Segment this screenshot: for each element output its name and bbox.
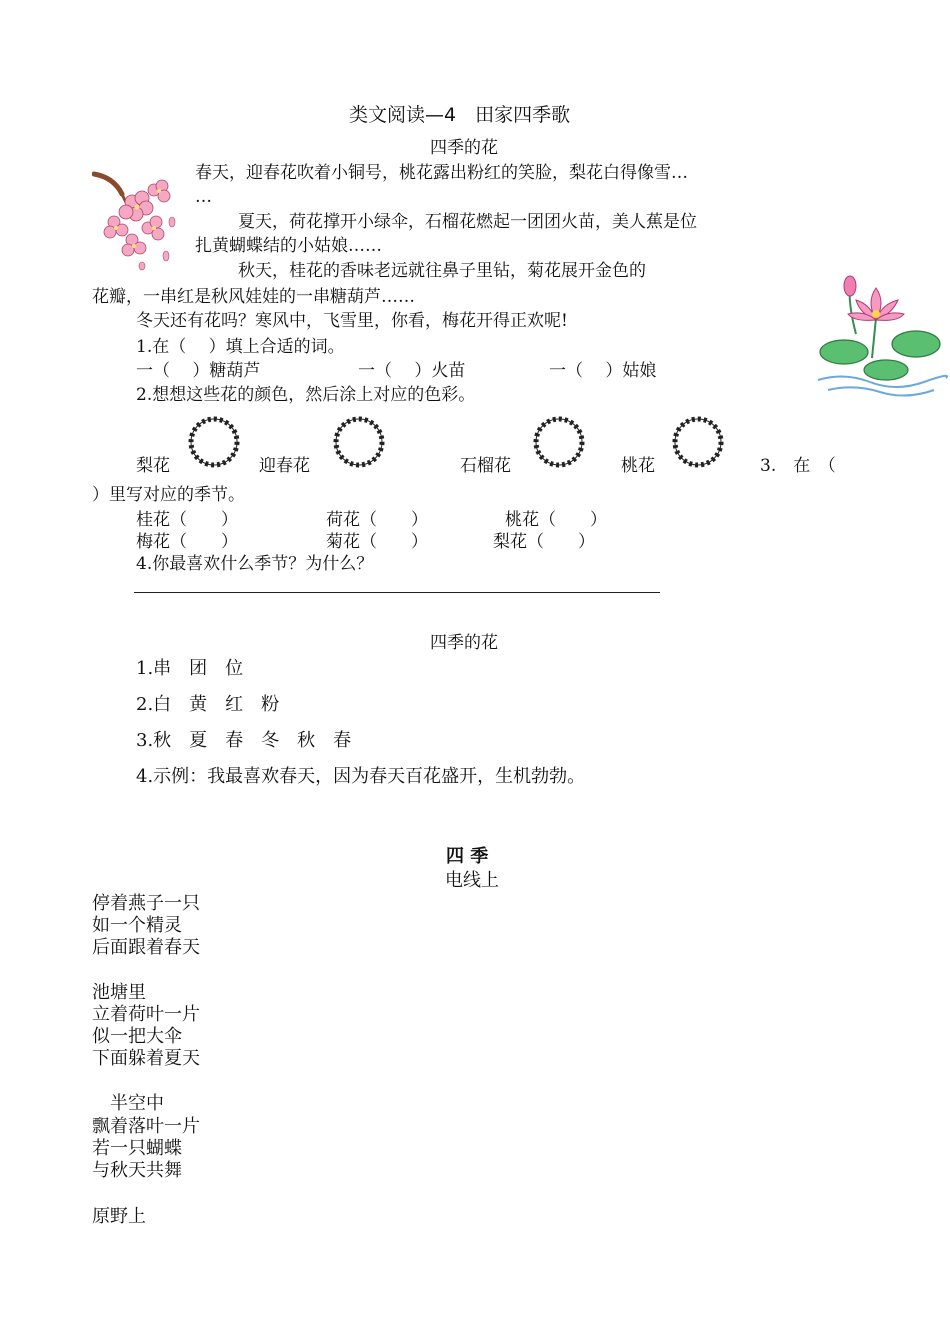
- paragraph-spring: 春天，迎春花吹着小铜号，桃花露出粉红的笑脸，梨花白得像雪…: [195, 163, 688, 183]
- answer-line[interactable]: [134, 592, 660, 593]
- poem-line: 下面躲着夏天: [92, 1048, 200, 1069]
- poem-line: 后面跟着春天: [92, 937, 200, 958]
- lotus-illustration: [814, 274, 948, 400]
- paragraph-autumn-line1: 秋天，桂花的香味老远就往鼻子里钻，菊花展开金色的: [238, 261, 646, 281]
- answer-3: 3.秋 夏 春 冬 秋 春: [136, 730, 352, 751]
- poem-line: 飘着落叶一片: [92, 1116, 200, 1137]
- reading-heading: 四季的花: [430, 138, 498, 158]
- season-blank-osmanthus: 桂花（ ）: [136, 510, 238, 530]
- question-1-blank-c: 一（ ）姑娘: [549, 361, 657, 381]
- paragraph-summer-line1: 夏天，荷花撑开小绿伞，石榴花燃起一团团火苗，美人蕉是位: [238, 212, 697, 232]
- paragraph-spring-continued: …: [195, 187, 212, 207]
- poem-line: 似一把大伞: [92, 1026, 182, 1047]
- poem-line: 半空中: [92, 1093, 164, 1114]
- question-3-start: 3. 在 （: [760, 456, 836, 476]
- season-blank-chrysanthemum: 菊花（ ）: [326, 532, 428, 552]
- poem-subtitle: 电线上: [445, 870, 499, 891]
- poem-line: 立着荷叶一片: [92, 1004, 200, 1025]
- coloring-circle[interactable]: [531, 414, 587, 470]
- coloring-circle[interactable]: [331, 414, 387, 470]
- poem-line: 与秋天共舞: [92, 1160, 182, 1181]
- flower-label-winter-jasmine: 迎春花: [259, 456, 310, 476]
- flower-label-pear: 梨花: [136, 456, 170, 476]
- flower-label-peach: 桃花: [621, 456, 655, 476]
- question-4: 4.你最喜欢什么季节？为什么？: [136, 554, 374, 574]
- paragraph-summer-line2: 扎黄蝴蝶结的小姑娘……: [195, 236, 382, 256]
- poem-line: 池塘里: [92, 982, 146, 1003]
- season-blank-plum: 梅花（ ）: [136, 532, 238, 552]
- paragraph-autumn-line2: 花瓣，一串红是秋风娃娃的一串糖葫芦……: [92, 287, 415, 307]
- question-1-blank-a: 一（ ）糖葫芦: [136, 361, 261, 381]
- poem-line: 若一只蝴蝶: [92, 1138, 182, 1159]
- coloring-circle[interactable]: [186, 414, 242, 470]
- answer-4: 4.示例：我最喜欢春天，因为春天百花盛开，生机勃勃。: [136, 766, 586, 787]
- answers-heading: 四季的花: [430, 633, 498, 653]
- question-2: 2.想想这些花的颜色，然后涂上对应的色彩。: [136, 385, 476, 405]
- poem-line: 停着燕子一只: [92, 893, 200, 914]
- cherry-blossom-illustration: [92, 160, 188, 272]
- paragraph-winter: 冬天还有花吗？寒风中，飞雪里，你看，梅花开得正欢呢!: [136, 311, 568, 331]
- answer-2: 2.白 黄 红 粉: [136, 694, 280, 715]
- season-blank-lotus: 荷花（ ）: [326, 510, 428, 530]
- flower-label-pomegranate: 石榴花: [460, 456, 511, 476]
- poem-line: 如一个精灵: [92, 915, 182, 936]
- page-title: 类文阅读—4 田家四季歌: [349, 104, 571, 126]
- poem-title: 四 季: [446, 846, 489, 867]
- answer-1: 1.串 团 位: [136, 658, 244, 679]
- question-1: 1.在（ ）填上合适的词。: [136, 337, 345, 357]
- season-blank-peach: 桃花（ ）: [505, 510, 607, 530]
- season-blank-pear: 梨花（ ）: [493, 532, 595, 552]
- question-3-continued: ）里写对应的季节。: [92, 485, 245, 505]
- question-1-blank-b: 一（ ）火苗: [358, 361, 466, 381]
- coloring-circle[interactable]: [670, 414, 726, 470]
- poem-line: 原野上: [92, 1206, 146, 1227]
